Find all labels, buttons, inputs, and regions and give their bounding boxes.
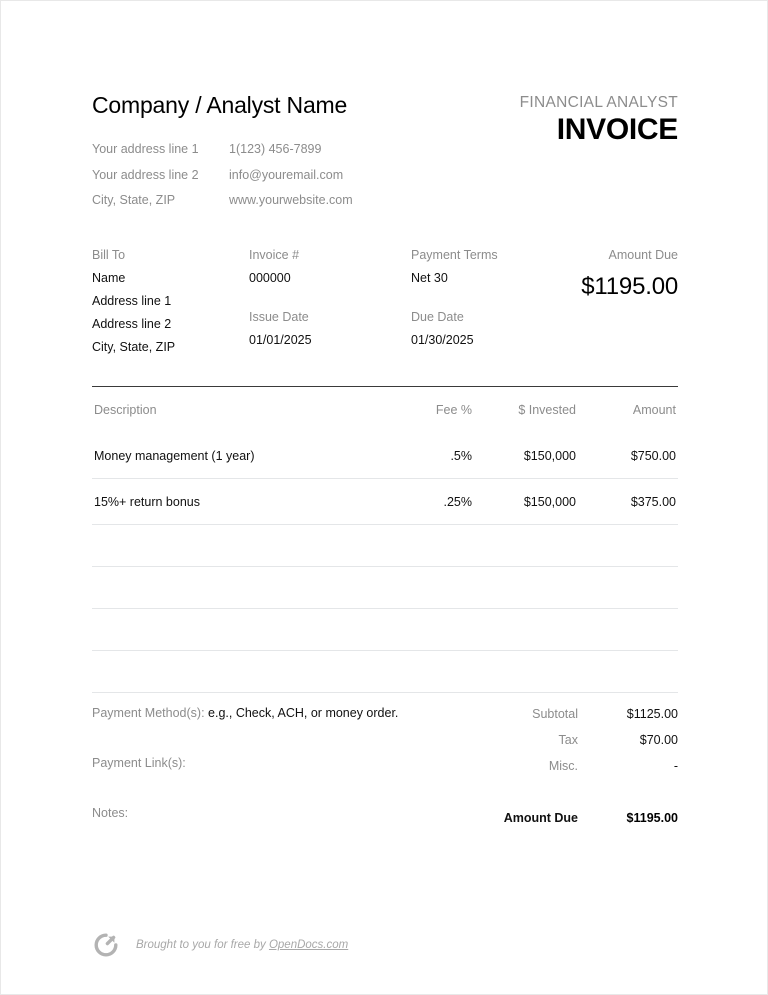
table-bottom-rule xyxy=(92,692,678,693)
table-header-row xyxy=(92,387,678,433)
table-row xyxy=(92,479,678,524)
invoice-meta xyxy=(92,244,678,359)
invoice-number-label: Invoice # xyxy=(249,248,300,262)
row-description: Money management (1 year) xyxy=(94,448,255,463)
amount-due-value: $1195.00 xyxy=(581,273,678,300)
company-email: info@youremail.com xyxy=(229,167,344,182)
invoice-number-column xyxy=(249,244,399,352)
notes-label: Notes: xyxy=(92,806,129,820)
document-title: INVOICE xyxy=(556,113,678,147)
bill-to-city-state-zip: City, State, ZIP xyxy=(92,340,176,354)
table-row xyxy=(92,433,678,478)
issue-date-label: Issue Date xyxy=(249,310,309,324)
company-city-state-zip: City, State, ZIP xyxy=(92,193,176,207)
invoice-number-value: 000000 xyxy=(249,271,291,285)
opendocs-logo-icon xyxy=(92,931,120,959)
table-row-empty xyxy=(92,567,678,608)
table-row-empty xyxy=(92,651,678,692)
footer-attribution xyxy=(136,939,348,951)
invoice-footer xyxy=(92,931,678,959)
footer-attribution-prefix: Brought to you for free by xyxy=(136,939,269,951)
totals-block xyxy=(482,701,678,831)
company-website: www.yourwebsite.com xyxy=(229,193,353,207)
document-subtitle: FINANCIAL ANALYST xyxy=(519,94,678,111)
amount-due-column xyxy=(482,244,678,305)
subtotal-value: $1125.00 xyxy=(626,707,678,721)
bill-to-address-line-1: Address line 1 xyxy=(92,294,172,308)
subtotal-label: Subtotal xyxy=(532,707,578,721)
misc-value: - xyxy=(673,759,678,773)
totals-row-tax xyxy=(482,727,678,753)
row-amount: $750.00 xyxy=(630,448,676,463)
column-header-amount: Amount xyxy=(632,403,676,417)
payment-method-value: e.g., Check, ACH, or money order. xyxy=(208,706,399,720)
misc-label: Misc. xyxy=(548,759,578,773)
payment-method-line xyxy=(92,701,422,725)
total-amount-due-value: $1195.00 xyxy=(626,811,678,825)
due-date-label: Due Date xyxy=(411,310,464,324)
bill-to-address-line-2: Address line 2 xyxy=(92,317,172,331)
column-header-invested: $ Invested xyxy=(518,403,576,417)
row-invested: $150,000 xyxy=(523,448,576,463)
company-contact-block xyxy=(92,137,512,214)
meta-gap xyxy=(249,290,399,306)
bill-to-column xyxy=(92,244,242,359)
payment-info-block xyxy=(92,701,422,831)
totals-row-misc xyxy=(482,753,678,779)
table-row-empty xyxy=(92,609,678,650)
invoice-bottom-section xyxy=(92,701,678,831)
payment-terms-value: Net 30 xyxy=(411,271,448,285)
company-name: Company / Analyst Name xyxy=(92,92,348,118)
payment-spacer xyxy=(92,725,422,751)
tax-value: $70.00 xyxy=(639,733,678,747)
row-description: 15%+ return bonus xyxy=(94,494,200,509)
column-header-fee-percent: Fee % xyxy=(435,403,472,417)
row-fee-percent: .5% xyxy=(450,448,472,463)
column-header-description: Description xyxy=(94,403,157,417)
due-date-value: 01/30/2025 xyxy=(411,333,474,347)
payment-link-label: Payment Link(s): xyxy=(92,756,186,770)
contact-row xyxy=(92,137,512,163)
payment-terms-label: Payment Terms xyxy=(411,248,498,262)
table-row-empty xyxy=(92,525,678,566)
company-address-line-1: Your address line 1 xyxy=(92,142,199,156)
totals-row-subtotal xyxy=(482,701,678,727)
bill-to-label: Bill To xyxy=(92,248,126,262)
document-title-block xyxy=(520,91,678,148)
opendocs-link[interactable]: OpenDocs.com xyxy=(268,939,349,951)
amount-due-label: Amount Due xyxy=(608,248,678,262)
total-amount-due-label: Amount Due xyxy=(503,811,578,825)
payment-spacer xyxy=(92,775,422,801)
issue-date-value: 01/01/2025 xyxy=(249,333,312,347)
company-phone: 1(123) 456-7899 xyxy=(229,142,322,156)
tax-label: Tax xyxy=(558,733,578,747)
row-invested: $150,000 xyxy=(523,494,576,509)
row-amount: $375.00 xyxy=(630,494,676,509)
contact-row xyxy=(92,188,512,214)
row-fee-percent: .25% xyxy=(443,494,472,509)
totals-row-amount-due xyxy=(482,805,678,831)
line-items-table xyxy=(92,386,678,693)
contact-row xyxy=(92,163,512,189)
company-address-line-2: Your address line 2 xyxy=(92,167,199,182)
bill-to-name: Name xyxy=(92,271,126,285)
payment-method-label: Payment Method(s): xyxy=(92,706,205,720)
